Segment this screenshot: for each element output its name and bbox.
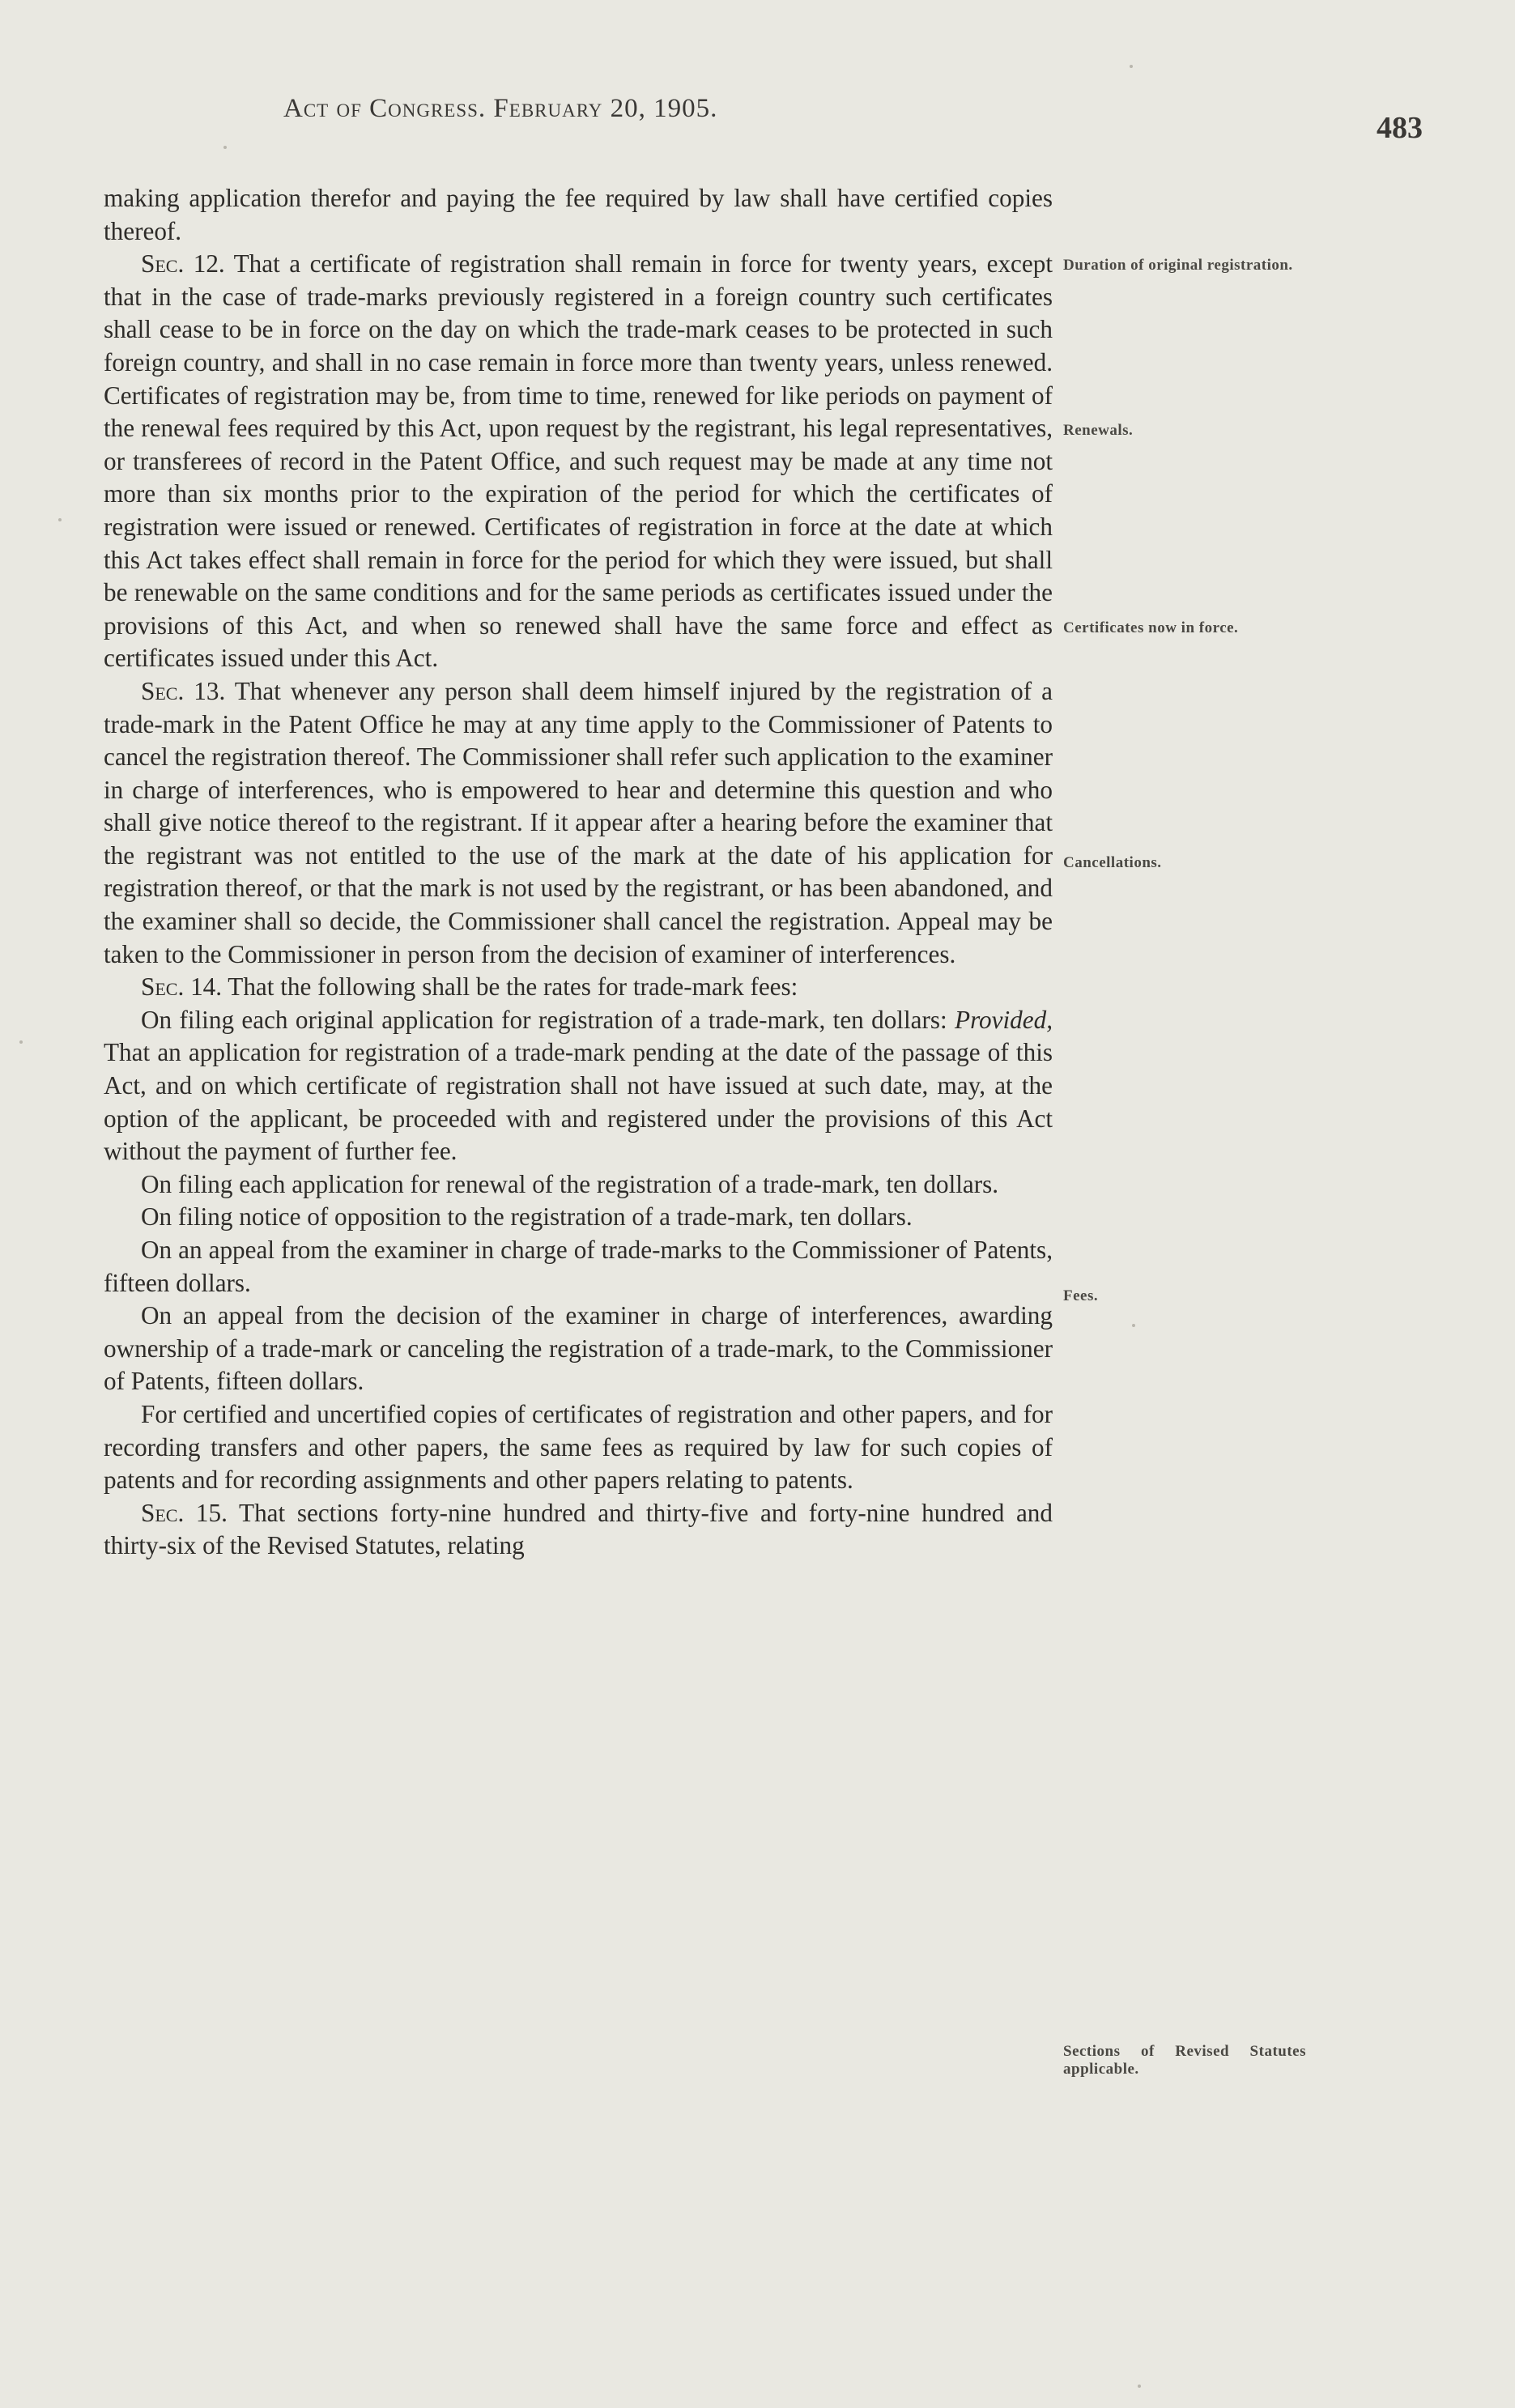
sec-label: Sec. bbox=[141, 676, 185, 705]
margin-note-fees: Fees. bbox=[1063, 1287, 1099, 1304]
paragraph-sec-13 bbox=[104, 675, 1053, 971]
margin-note-certificates: Certificates now in force. bbox=[1063, 619, 1239, 636]
sec-label: Sec. bbox=[141, 972, 185, 1002]
paragraph-interference-appeal-fee: On an appeal from the decision of the examiner in charge of interferences, awarding ownership of a trade-mark or canceling the registration of a trade-mark, to the Commissioner of Patents, fifteen dollars. bbox=[104, 1301, 1053, 1396]
paper-speck bbox=[1132, 1324, 1135, 1327]
provided-word: Provided, bbox=[955, 1005, 1053, 1034]
sec-14-text: 14. That the following shall be the rates for trade-mark fees: bbox=[184, 972, 798, 1002]
margin-note-duration: Duration of original registration. bbox=[1063, 257, 1293, 274]
paragraph-copies-fee: For certified and uncertified copies of certificates of registration and other papers, and for recording transfers and other papers, the same fees as required by law for such copies of patents and for recording assignments and other papers relating to patents. bbox=[104, 1399, 1053, 1495]
margin-note-sections: Sections of Revised Statutes applicable. bbox=[1063, 2043, 1306, 2078]
body-text bbox=[104, 182, 1053, 1563]
paragraph-sec-15 bbox=[104, 1497, 1053, 1563]
paragraph-opposition-fee: On filing notice of opposition to the registration of a trade-mark, ten dollars. bbox=[141, 1202, 913, 1232]
paper-speck bbox=[223, 146, 227, 149]
paragraph-original-application-fee bbox=[104, 1004, 1053, 1168]
running-head: Act of Congress. February 20, 1905. bbox=[283, 94, 718, 123]
paper-speck bbox=[1138, 2385, 1141, 2388]
sec-12-text: 12. That a certificate of registration shall remain in force for twenty years, except that in the case of trade-marks previously registered in a foreign country such certificates shall cease to be in force on the day on which the trade-mark ceases to be protected in such foreign country, and shall in no case remain in force more than twenty years, unless renewed. Certificates of registration may be, from time to time, renewed for like periods on payment of the renewal fees required by this Act, upon request by the registrant, his legal representatives, or transferees of record in the Patent Office, and such request may be made at any time not more than six months prior to the expiration of the period for which the certificates of registration were issued or renewed. Certificates of registration in force at the date at which this Act takes effect shall remain in force for the period for which they were issued, but shall be renewable on the same conditions and for the same periods as certificates issued under the provisions of this Act, and when so renewed shall have the same force and effect as certificates issued under this Act. bbox=[104, 249, 1053, 673]
fee-text-start: On filing each original application for registration of a trade-mark, ten dollars: bbox=[141, 1005, 955, 1034]
paragraph-continuation: making application therefor and paying the fee required by law shall have certified copies thereof. bbox=[104, 184, 1053, 245]
page-number: 483 bbox=[1377, 111, 1423, 145]
paragraph-sec-12 bbox=[104, 248, 1053, 675]
paragraph-renewal-fee: On filing each application for renewal of the registration of a trade-mark, ten dollars. bbox=[141, 1169, 999, 1198]
sec-label: Sec. bbox=[141, 249, 185, 279]
sec-15-text: 15. That sections forty-nine hundred and thirty-five and forty-nine hundred and thirty-six of the Revised Statutes, relating bbox=[104, 1498, 1053, 1560]
sec-label: Sec. bbox=[141, 1498, 185, 1527]
margin-note-cancellations: Cancellations. bbox=[1063, 854, 1162, 871]
paragraph-appeal-fee: On an appeal from the examiner in charge of trade-marks to the Commissioner of Patents, fifteen dollars. bbox=[104, 1236, 1053, 1297]
margin-note-renewals: Renewals. bbox=[1063, 422, 1134, 439]
sec-13-text: 13. That whenever any person shall deem himself injured by the registration of a trade-mark in the Patent Office he may at any time apply to the Commissioner of Patents to cancel the registration thereof. The Commissioner shall refer such application to the examiner in charge of interferences, who is empowered to hear and determine this question and who shall give notice thereof to the registrant. If it appear after a hearing before the examiner that the registrant was not entitled to the use of the mark at the date of his application for registration thereof, or that the mark is not used by the registrant, or has been abandoned, and the examiner shall so decide, the Commissioner shall cancel the registration. Appeal may be taken to the Commissioner in person from the decision of examiner of interferences. bbox=[104, 676, 1053, 968]
paper-speck bbox=[58, 518, 62, 521]
paragraph-sec-14 bbox=[104, 971, 1053, 1004]
fee-text-proviso: That an application for registration of a trade-mark pending at the date of the passage of this Act, and on which certificate of registration shall not have issued at such date, may, at the option of the applicant, be proceeded with and registered under the provisions of this Act without the payment of further fee. bbox=[104, 1038, 1053, 1166]
paper-speck bbox=[1130, 65, 1133, 68]
paper-speck bbox=[19, 1040, 23, 1044]
